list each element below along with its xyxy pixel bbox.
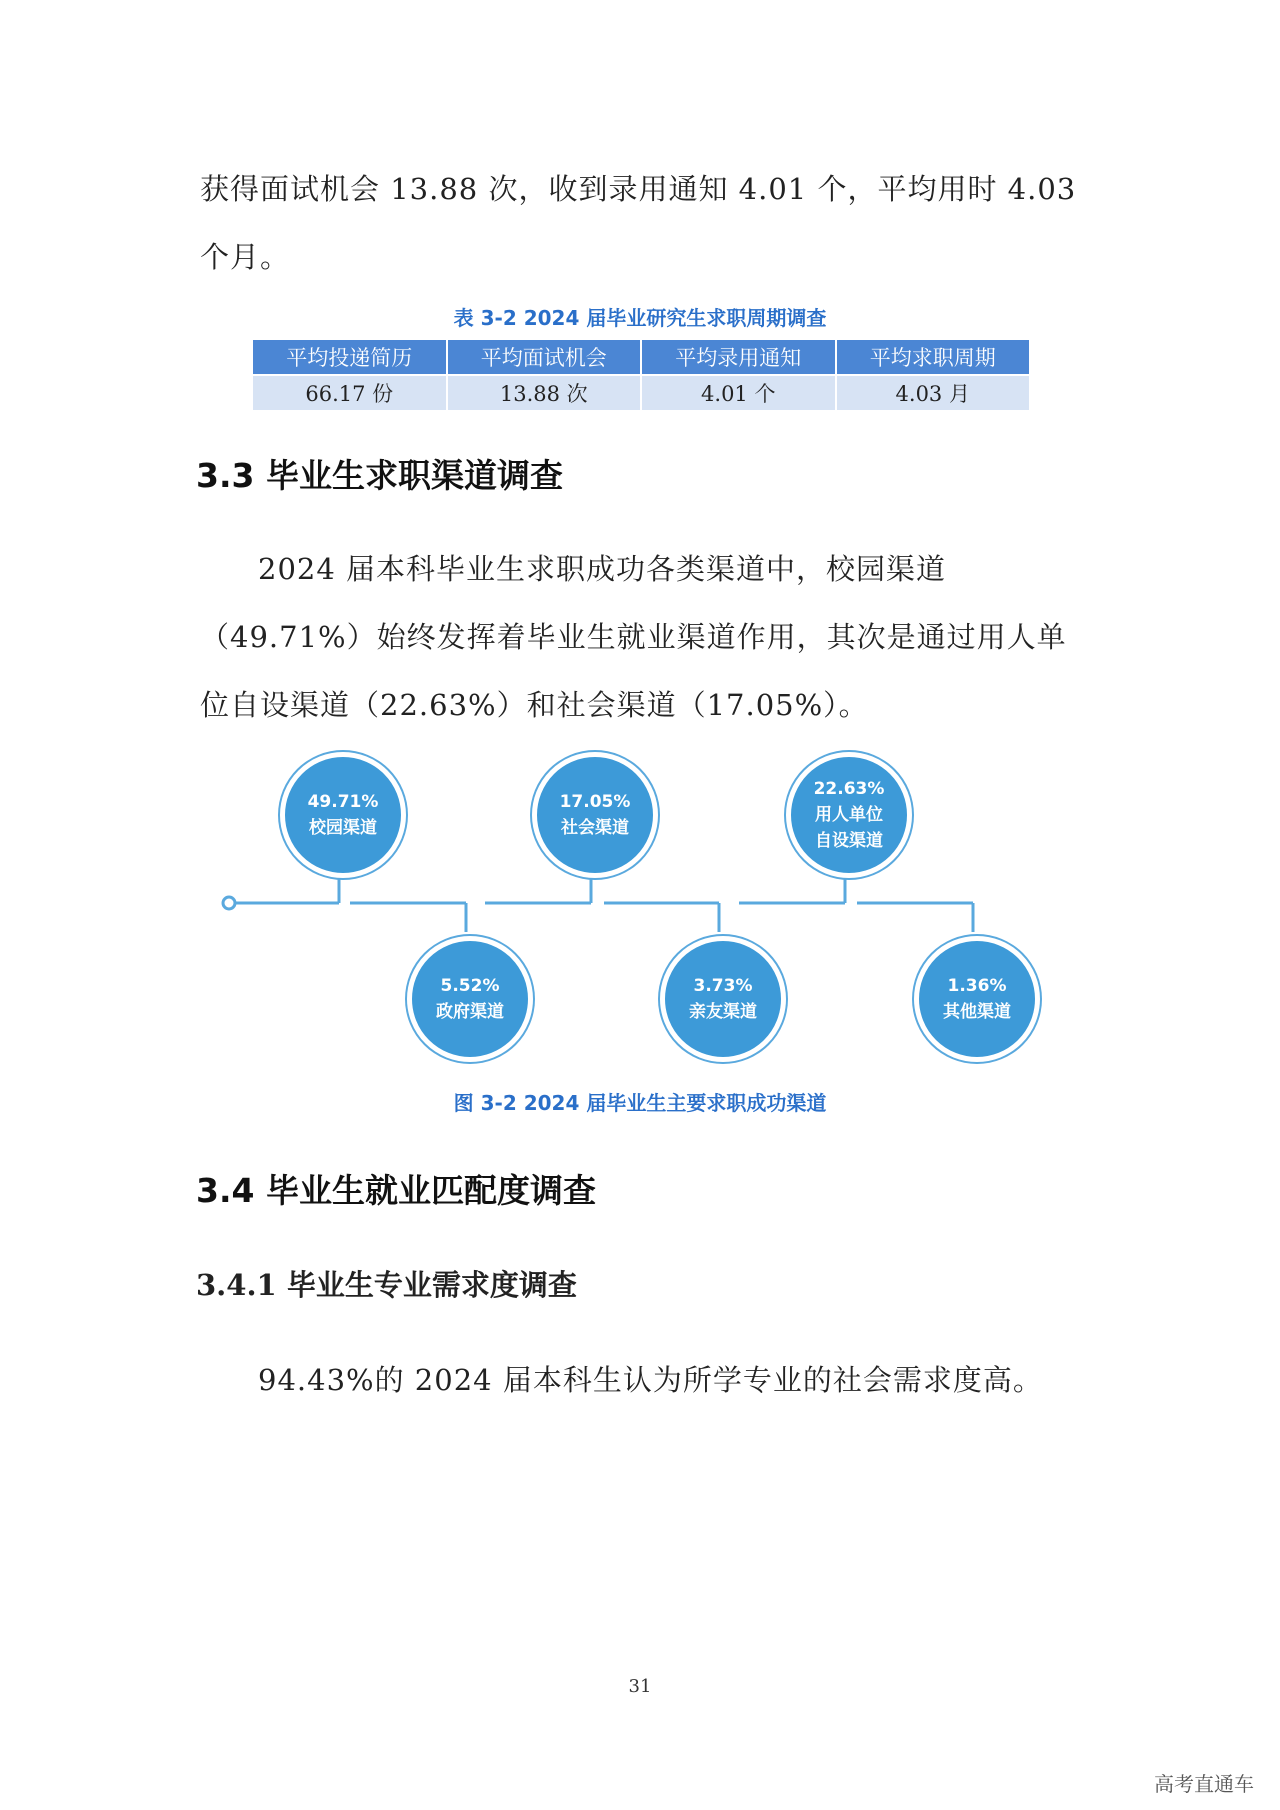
table-cell: 4.01 个 <box>641 375 836 411</box>
channel-circle-relatives <box>660 936 786 1062</box>
channel-percent: 49.71% <box>307 792 379 812</box>
channel-label: 政府渠道 <box>436 1002 504 1022</box>
channel-label: 亲友渠道 <box>689 1002 757 1022</box>
channel-label: 校园渠道 <box>309 818 377 838</box>
channel-circle-government <box>407 936 533 1062</box>
section-3-4-1-paragraph: 94.43%的 2024 届本科生认为所学专业的社会需求度高。 <box>258 1363 1043 1397</box>
channel-label: 社会渠道 <box>561 818 629 838</box>
channel-circle-other <box>914 936 1040 1062</box>
channel-percent: 3.73% <box>693 976 753 996</box>
section-heading-3-4: 3.4 毕业生就业匹配度调查 <box>196 1171 596 1210</box>
job-search-cycle-table <box>251 338 1031 412</box>
intro-paragraph: 获得面试机会 13.88 次，收到录用通知 4.01 个，平均用时 4.03 个月。 <box>200 172 1077 274</box>
table-header-cell: 平均投递简历 <box>252 339 447 375</box>
subsection-heading-3-4-1: 3.4.1 毕业生专业需求度调查 <box>196 1268 577 1302</box>
channel-diagram <box>215 740 1045 1070</box>
channel-circle-social <box>532 752 658 878</box>
channel-circle-campus <box>280 752 406 878</box>
table-cell: 13.88 次 <box>447 375 642 411</box>
figure-caption: 图 3-2 2024 届毕业生主要求职成功渠道 <box>453 1091 827 1115</box>
table-caption: 表 3-2 2024 届毕业研究生求职周期调查 <box>453 306 827 330</box>
channel-circle-employer <box>786 752 912 878</box>
channel-percent: 1.36% <box>947 976 1007 996</box>
section-heading-3-3: 3.3 毕业生求职渠道调查 <box>196 456 563 495</box>
channel-percent: 5.52% <box>440 976 500 996</box>
channel-label: 用人单位 <box>815 805 883 825</box>
table-header-cell: 平均求职周期 <box>836 339 1031 375</box>
table-header-cell: 平均录用通知 <box>641 339 836 375</box>
page-number: 31 <box>628 1676 652 1697</box>
table-cell: 4.03 月 <box>836 375 1031 411</box>
table-row <box>252 375 1030 411</box>
table-header-cell: 平均面试机会 <box>447 339 642 375</box>
timeline-start-dot <box>223 897 235 909</box>
channel-percent: 22.63% <box>813 779 885 799</box>
table-cell: 66.17 份 <box>252 375 447 411</box>
channel-percent: 17.05% <box>559 792 631 812</box>
watermark: 高考直通车 <box>1154 1772 1254 1796</box>
channel-label: 其他渠道 <box>943 1002 1011 1022</box>
section-3-3-paragraph: 2024 届本科毕业生求职成功各类渠道中，校园渠道（49.71%）始终发挥着毕业生就业渠道作用，其次是通过用人单位自设渠道（22.63%）和社会渠道（17.05%）。 <box>200 552 1067 722</box>
table-header-row <box>252 339 1030 375</box>
channel-label: 自设渠道 <box>815 831 883 851</box>
